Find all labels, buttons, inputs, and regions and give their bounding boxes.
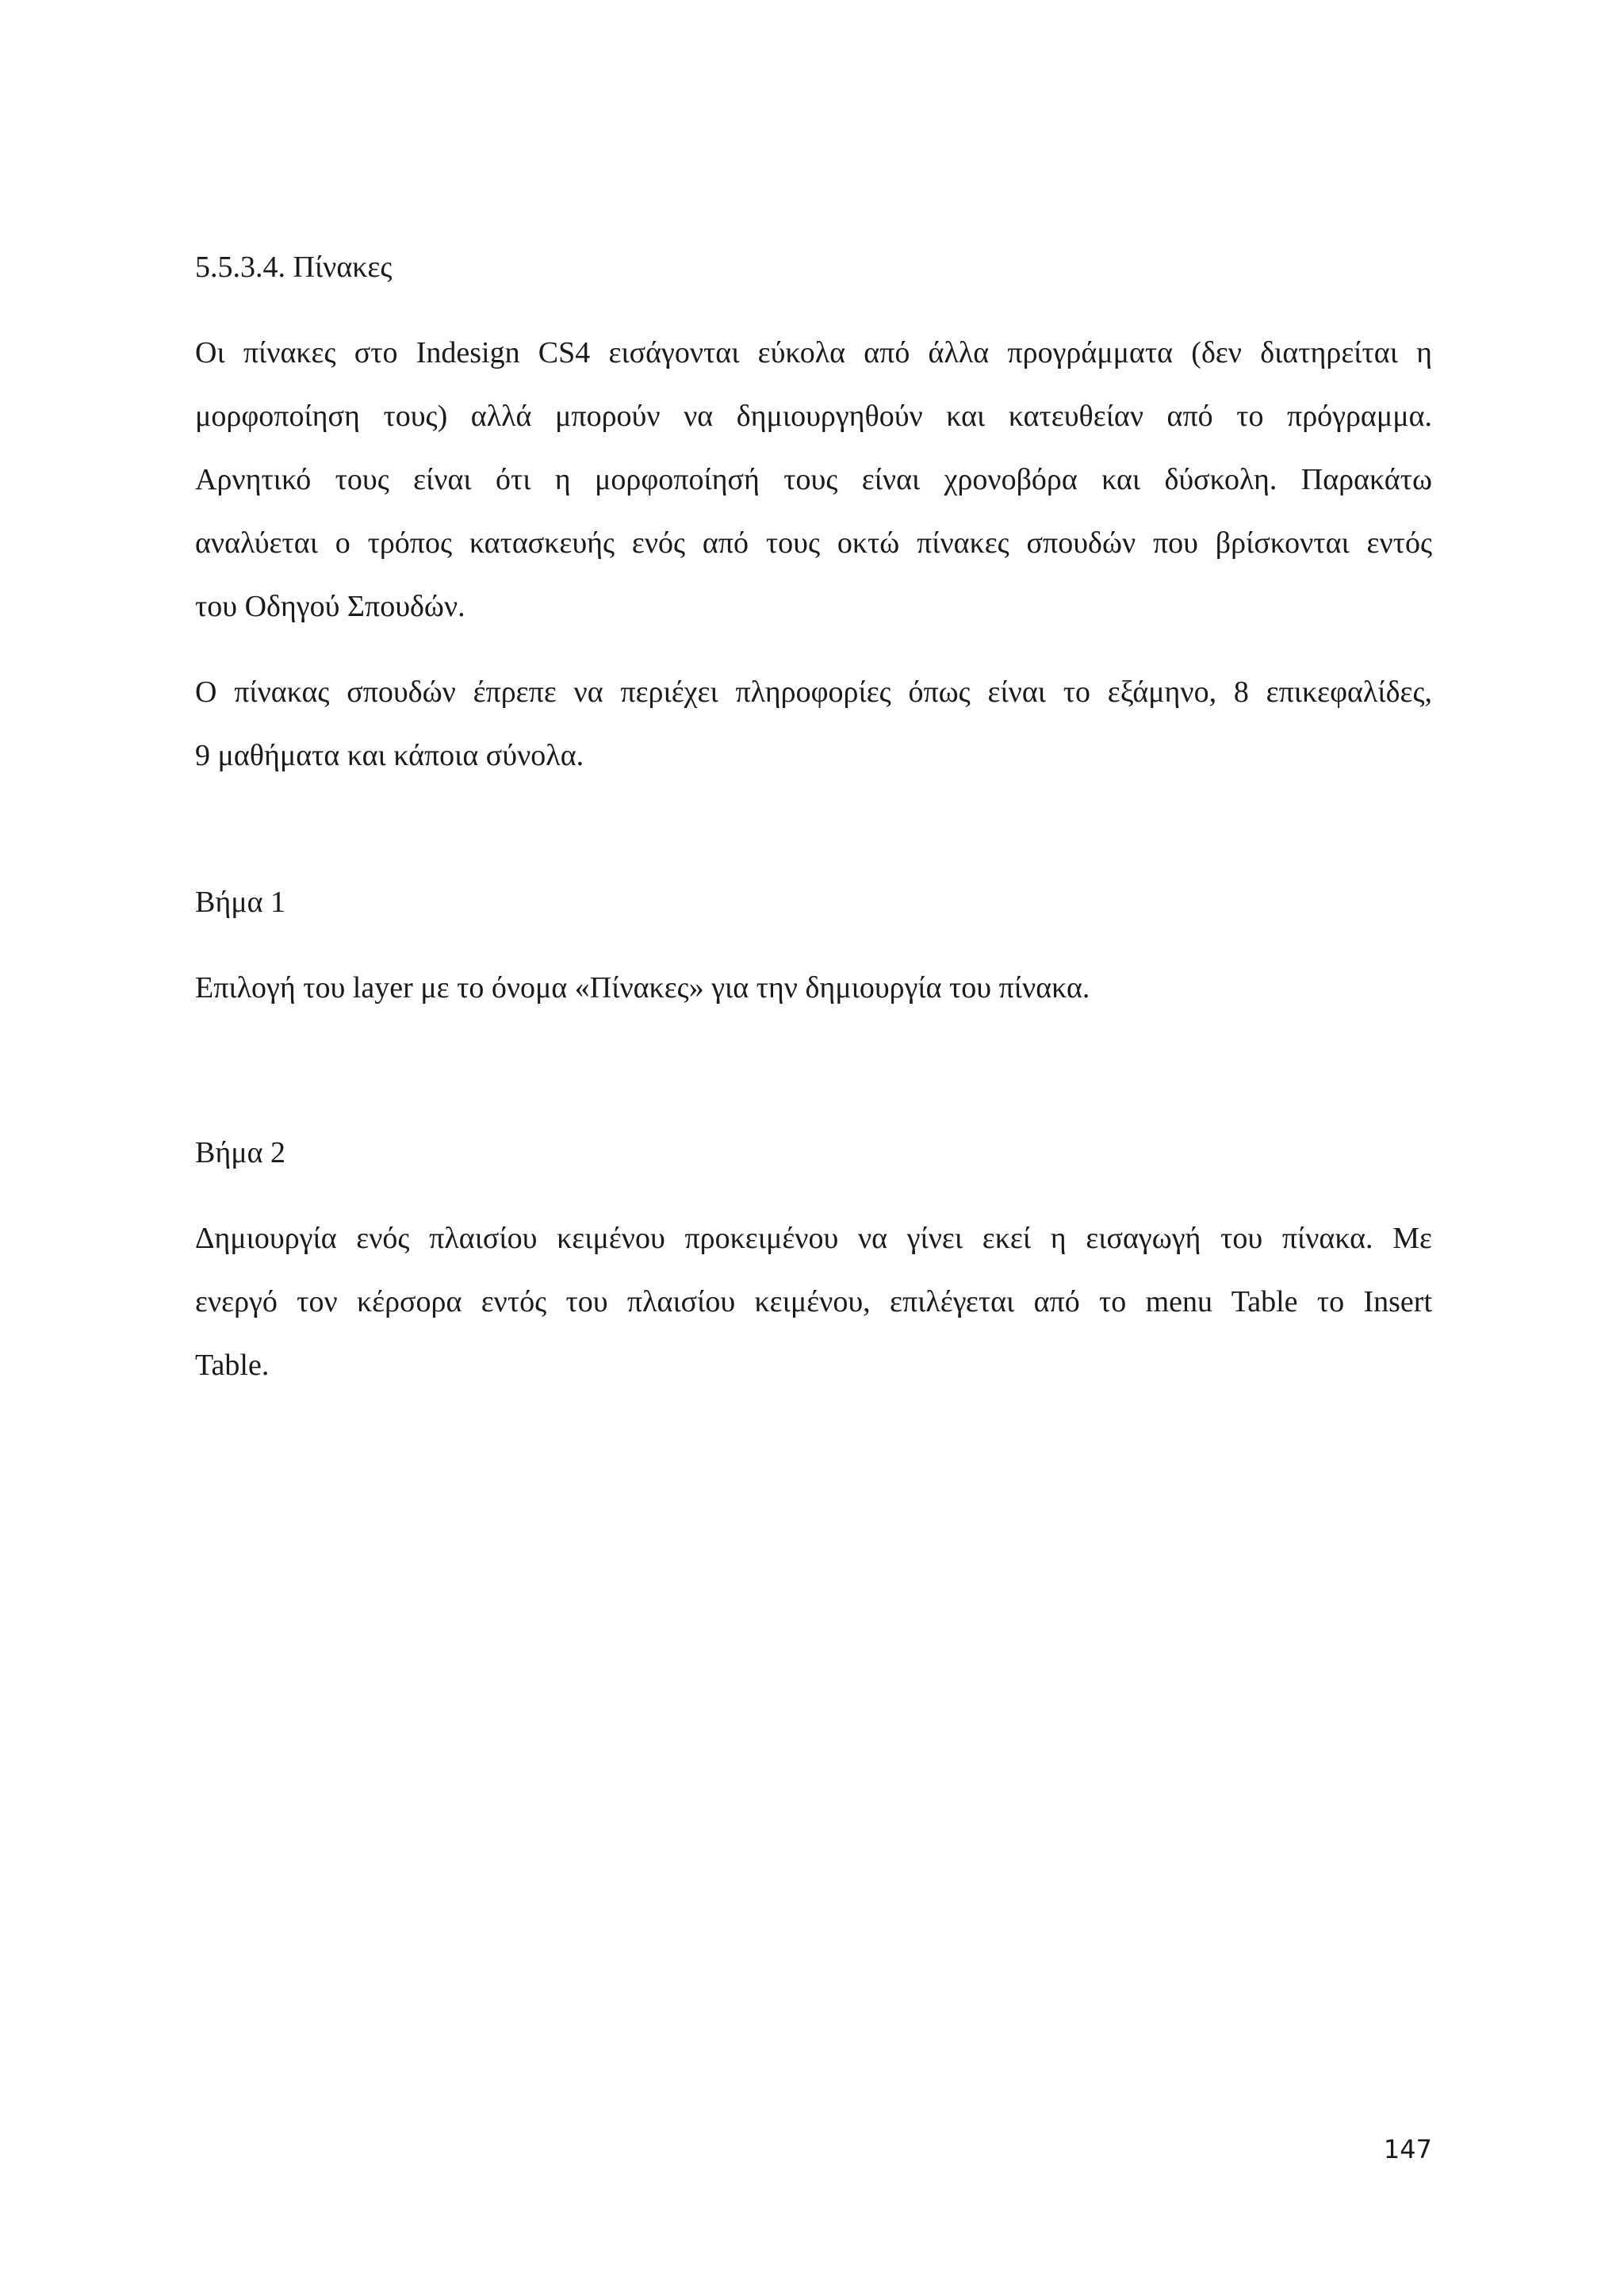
- paragraph-line: μορφοποίηση τους) αλλά μπορούν να δημιουργηθούν και κατευθείαν από το πρόγραμμα.: [195, 400, 1432, 433]
- section-heading: 5.5.3.4. Πίνακες: [195, 251, 393, 284]
- paragraph-line: του Οδηγού Σπουδών.: [195, 590, 465, 623]
- step-1-title: Βήμα 1: [195, 886, 285, 919]
- paragraph-line: Αρνητικό τους είναι ότι η μορφοποίησή τους είναι χρονοβόρα και δύσκολη. Παρακάτω: [195, 463, 1432, 496]
- paragraph-line: 9 μαθήματα και κάποια σύνολα.: [195, 739, 584, 772]
- step-2-title: Βήμα 2: [195, 1136, 285, 1169]
- step-1-text: Επιλογή του layer με το όνομα «Πίνακες» για την δημιουργία του πίνακα.: [195, 971, 1090, 1004]
- page-number: 147: [1383, 2134, 1432, 2164]
- paragraph-line: Οι πίνακες στο Indesign CS4 εισάγονται εύκολα από άλλα προγράμματα (δεν διατηρείται η: [195, 336, 1432, 369]
- paragraph-line: Ο πίνακας σπουδών έπρεπε να περιέχει πληροφορίες όπως είναι το εξάμηνο, 8 επικεφαλίδες,: [195, 675, 1432, 709]
- paragraph-line: Δημιουργία ενός πλαισίου κειμένου προκειμένου να γίνει εκεί η εισαγωγή του πίνακα. Με: [195, 1222, 1432, 1255]
- paragraph-line: Table.: [195, 1349, 270, 1382]
- paragraph-line: αναλύεται ο τρόπος κατασκευής ενός από τους οκτώ πίνακες σπουδών που βρίσκονται εντός: [195, 526, 1432, 560]
- paragraph-line: ενεργό τον κέρσορα εντός του πλαισίου κειμένου, επιλέγεται από το menu Table το Insert: [195, 1285, 1432, 1318]
